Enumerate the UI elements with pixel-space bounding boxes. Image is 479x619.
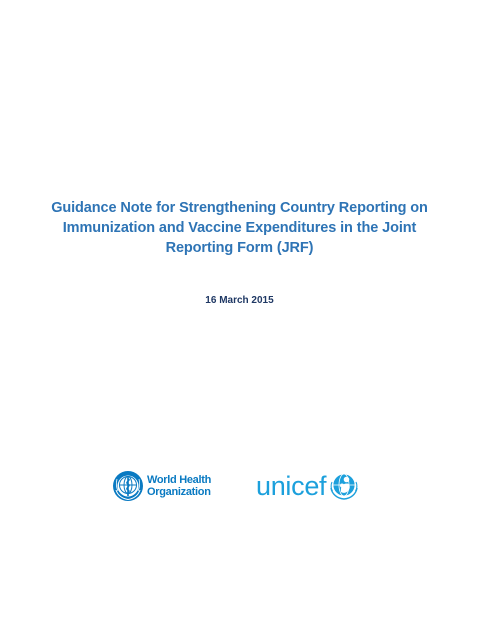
unicef-logo [256, 468, 360, 504]
title-line-3: Reporting Form (JRF) [165, 240, 314, 256]
unicef-emblem-icon [328, 470, 360, 502]
who-wordmark [147, 474, 211, 498]
unicef-wordmark: unicef [256, 471, 327, 501]
who-emblem-icon [112, 470, 144, 502]
document-date: 16 March 2015 [205, 295, 274, 306]
who-logo [112, 470, 211, 502]
who-wordmark-line-1: World Health [147, 474, 212, 486]
title-line-2: Immunization and Vaccine Expenditures in the Joint [62, 220, 417, 236]
who-wordmark-line-2: Organization [147, 486, 211, 498]
title-line-1: Guidance Note for Strengthening Country Reporting on [51, 200, 428, 216]
document-title [40, 198, 439, 258]
